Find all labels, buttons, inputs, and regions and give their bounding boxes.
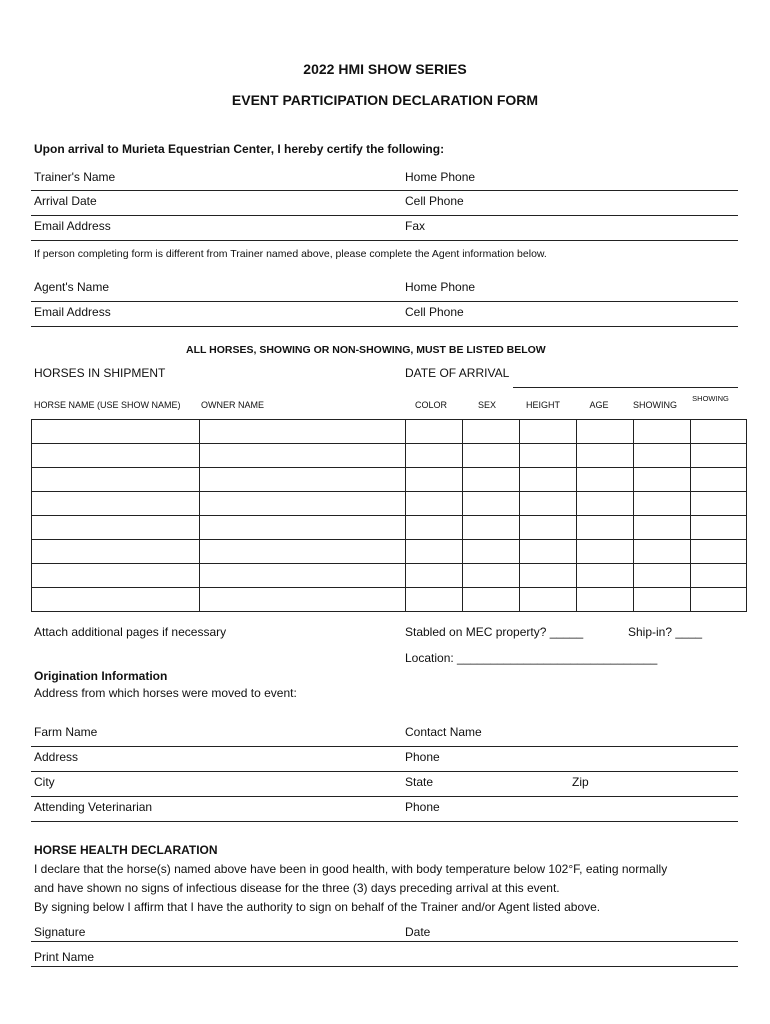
table-cell[interactable]	[200, 540, 406, 564]
signature-line[interactable]	[31, 941, 738, 942]
table-cell[interactable]	[406, 564, 463, 588]
trainer-email-line[interactable]	[31, 240, 738, 241]
col-horse-name: HORSE NAME (USE SHOW NAME)	[34, 400, 181, 410]
agent-name-line[interactable]	[31, 301, 738, 302]
form-title: 2022 HMI SHOW SERIES	[303, 61, 467, 77]
table-cell[interactable]	[200, 468, 406, 492]
table-cell[interactable]	[634, 540, 691, 564]
agent-email-label: Email Address	[34, 305, 111, 319]
table-cell[interactable]	[463, 468, 520, 492]
trainer-name-label: Trainer's Name	[34, 170, 116, 184]
table-row	[32, 516, 747, 540]
table-cell[interactable]	[691, 588, 747, 612]
fax-label: Fax	[405, 219, 426, 233]
col-color: COLOR	[414, 400, 447, 410]
trainer-email-label: Email Address	[34, 219, 111, 233]
table-cell[interactable]	[200, 564, 406, 588]
table-cell[interactable]	[520, 468, 577, 492]
table-cell[interactable]	[520, 492, 577, 516]
city-line[interactable]	[31, 796, 738, 797]
col-showing-2: SHOWING	[692, 394, 729, 403]
agent-note: If person completing form is different from Trainer named above, please complete the Agent information below.	[34, 248, 547, 260]
address-line[interactable]	[31, 771, 738, 772]
arrival-date-line[interactable]	[31, 215, 738, 216]
table-row	[32, 588, 747, 612]
table-cell[interactable]	[406, 420, 463, 444]
print-name-label: Print Name	[34, 950, 95, 964]
table-cell[interactable]	[691, 540, 747, 564]
table-cell[interactable]	[520, 444, 577, 468]
certify-statement: Upon arrival to Murieta Equestrian Center, I hereby certify the following:	[34, 142, 445, 156]
table-cell[interactable]	[634, 444, 691, 468]
health-line-1: I declare that the horse(s) named above have been in good health, with body temperature below 102°F, eating normally	[34, 862, 668, 876]
stabled-label[interactable]: Stabled on MEC property? _____	[405, 625, 584, 639]
vet-phone-label: Phone	[405, 800, 440, 814]
date-label: Date	[405, 925, 431, 939]
vet-label: Attending Veterinarian	[34, 800, 153, 814]
table-cell[interactable]	[200, 444, 406, 468]
table-cell[interactable]	[634, 468, 691, 492]
table-cell[interactable]	[520, 588, 577, 612]
table-cell[interactable]	[406, 540, 463, 564]
table-cell[interactable]	[406, 444, 463, 468]
location-label[interactable]: Location: ______________________________	[405, 651, 658, 665]
city-label: City	[34, 775, 55, 789]
agent-email-line[interactable]	[31, 326, 738, 327]
table-cell[interactable]	[634, 564, 691, 588]
table-cell[interactable]	[691, 468, 747, 492]
table-cell[interactable]	[32, 564, 200, 588]
table-row	[32, 444, 747, 468]
table-cell[interactable]	[577, 588, 634, 612]
contact-name-label: Contact Name	[405, 725, 482, 739]
table-cell[interactable]	[691, 444, 747, 468]
arrival-date-label: Arrival Date	[34, 194, 97, 208]
date-of-arrival-label: DATE OF ARRIVAL	[405, 366, 510, 380]
col-showing: SHOWING	[633, 400, 677, 410]
date-of-arrival-line[interactable]	[513, 387, 738, 388]
table-cell[interactable]	[32, 468, 200, 492]
table-row	[32, 564, 747, 588]
table-cell[interactable]	[463, 564, 520, 588]
col-sex: SEX	[477, 400, 496, 410]
shipin-label[interactable]: Ship-in? ____	[628, 625, 703, 639]
table-cell[interactable]	[406, 588, 463, 612]
agent-home-phone-label: Home Phone	[405, 280, 476, 294]
trainer-name-line[interactable]	[31, 190, 738, 191]
table-cell[interactable]	[577, 492, 634, 516]
table-cell[interactable]	[200, 492, 406, 516]
state-label: State	[405, 775, 434, 789]
print-name-line[interactable]	[31, 966, 738, 967]
vet-line[interactable]	[31, 821, 738, 822]
col-age: AGE	[589, 400, 609, 410]
table-cell[interactable]	[200, 516, 406, 540]
table-cell[interactable]	[577, 468, 634, 492]
table-cell[interactable]	[520, 564, 577, 588]
farm-name-label: Farm Name	[34, 725, 98, 739]
table-cell[interactable]	[520, 420, 577, 444]
table-row	[32, 420, 747, 444]
table-cell[interactable]	[691, 420, 747, 444]
table-cell[interactable]	[32, 588, 200, 612]
table-cell[interactable]	[634, 588, 691, 612]
table-cell[interactable]	[691, 564, 747, 588]
signature-label: Signature	[34, 925, 86, 939]
table-cell[interactable]	[32, 492, 200, 516]
zip-label: Zip	[572, 775, 589, 789]
table-cell[interactable]	[463, 588, 520, 612]
table-cell[interactable]	[463, 540, 520, 564]
health-heading: HORSE HEALTH DECLARATION	[34, 843, 218, 857]
table-cell[interactable]	[406, 492, 463, 516]
table-cell[interactable]	[32, 420, 200, 444]
horses-shipment-label: HORSES IN SHIPMENT	[34, 366, 166, 380]
origin-phone-label: Phone	[405, 750, 440, 764]
table-row	[32, 492, 747, 516]
table-cell[interactable]	[463, 444, 520, 468]
agent-cell-phone-label: Cell Phone	[405, 305, 464, 319]
col-height: HEIGHT	[525, 400, 560, 410]
form-subtitle: EVENT PARTICIPATION DECLARATION FORM	[231, 92, 539, 108]
table-cell[interactable]	[520, 540, 577, 564]
table-cell[interactable]	[463, 420, 520, 444]
table-cell[interactable]	[32, 444, 200, 468]
health-line-2: and have shown no signs of infectious disease for the three (3) days preceding arrival at this event.	[34, 881, 560, 895]
table-cell[interactable]	[577, 540, 634, 564]
table-cell[interactable]	[463, 516, 520, 540]
table-row	[32, 468, 747, 492]
agent-name-label: Agent's Name	[34, 280, 109, 294]
table-cell[interactable]	[200, 420, 406, 444]
table-cell[interactable]	[577, 420, 634, 444]
table-cell[interactable]	[577, 516, 634, 540]
table-cell[interactable]	[406, 468, 463, 492]
table-cell[interactable]	[32, 540, 200, 564]
address-label: Address	[34, 750, 79, 764]
origination-subheading: Address from which horses were moved to event:	[34, 686, 297, 700]
table-cell[interactable]	[577, 444, 634, 468]
col-owner-name: OWNER NAME	[201, 400, 264, 410]
table-cell[interactable]	[691, 492, 747, 516]
farm-name-line[interactable]	[31, 746, 738, 747]
table-cell[interactable]	[577, 564, 634, 588]
horses-table	[31, 419, 747, 612]
table-cell[interactable]	[634, 516, 691, 540]
trainer-cell-phone-label: Cell Phone	[405, 194, 464, 208]
table-cell[interactable]	[463, 492, 520, 516]
table-cell[interactable]	[634, 420, 691, 444]
table-cell[interactable]	[634, 492, 691, 516]
attach-note: Attach additional pages if necessary	[34, 625, 227, 639]
health-line-3: By signing below I affirm that I have the authority to sign on behalf of the Trainer and/or Agent listed above.	[34, 900, 601, 914]
table-cell[interactable]	[691, 516, 747, 540]
horses-heading: ALL HORSES, SHOWING OR NON-SHOWING, MUST BE LISTED BELOW	[186, 344, 546, 356]
table-cell[interactable]	[520, 516, 577, 540]
table-cell[interactable]	[32, 516, 200, 540]
table-row	[32, 540, 747, 564]
table-cell[interactable]	[406, 516, 463, 540]
table-cell[interactable]	[200, 588, 406, 612]
trainer-home-phone-label: Home Phone	[405, 170, 476, 184]
origination-heading: Origination Information	[34, 669, 168, 683]
